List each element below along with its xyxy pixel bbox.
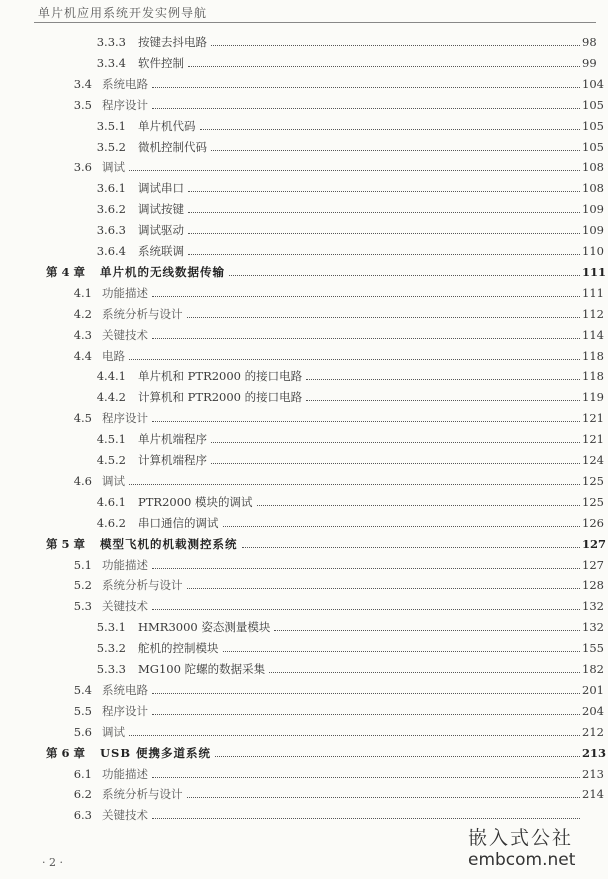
toc-entry-number: 3.3.4 (96, 55, 126, 70)
header-rule (34, 22, 596, 23)
toc-entry-title: 功能描述 (102, 766, 148, 781)
toc-page-number: 214 (582, 787, 604, 802)
toc-dot-leader (223, 651, 580, 652)
toc-entry-title: 调试 (102, 724, 125, 739)
toc-page-number: 128 (582, 578, 604, 593)
toc-entry-title: HMR3000 姿态测量模块 (138, 620, 271, 635)
toc-entry-row[interactable] (0, 137, 608, 157)
toc-entry-row[interactable] (0, 492, 608, 512)
toc-dot-leader (152, 714, 580, 715)
toc-entry-number: 4.4 (73, 348, 92, 363)
toc-entry-number: 3.6.1 (96, 181, 126, 196)
toc-page-number: 108 (582, 160, 604, 175)
toc-entry-number: 3.4 (73, 76, 92, 91)
toc-entry-number: 3.3.3 (96, 35, 126, 49)
toc-page-number: 109 (582, 223, 604, 238)
toc-entry-row[interactable] (0, 283, 608, 303)
toc-page-number: 204 (582, 703, 604, 718)
toc-dot-leader (211, 150, 580, 151)
toc-page-number: 182 (582, 662, 604, 676)
toc-entry-title: 模型飞机的机载测控系统 (100, 536, 238, 551)
toc-page-number: 118 (582, 369, 604, 384)
toc-entry-row[interactable] (0, 32, 608, 52)
toc-entry-number: 5.4 (73, 682, 92, 697)
toc-dot-leader (223, 526, 580, 527)
toc-dot-leader (188, 212, 580, 213)
toc-dot-leader (152, 338, 580, 339)
toc-entry-title: 按键去抖电路 (138, 35, 207, 49)
toc-page-number: 110 (582, 244, 604, 258)
toc-entry-number: 5.5 (73, 703, 92, 718)
toc-entry-title: 计算机端程序 (138, 453, 207, 467)
toc-dot-leader (306, 400, 580, 401)
toc-entry-row[interactable] (0, 74, 608, 94)
toc-entry-number: 4.4.2 (96, 390, 126, 405)
toc-page-number: 213 (582, 766, 604, 781)
toc-page-number: 108 (582, 181, 604, 196)
toc-entry-number: 5.3.2 (96, 641, 126, 656)
toc-entry-title: 单片机代码 (138, 118, 196, 133)
toc-entry-number: 4.6.1 (96, 494, 126, 509)
toc-entry-row[interactable] (0, 304, 608, 324)
toc-dot-leader (187, 317, 580, 318)
toc-entry-title: USB 便携多道系统 (100, 745, 212, 760)
toc-page-number: 213 (582, 745, 607, 760)
toc-dot-leader (152, 87, 580, 88)
toc-entry-number: 3.6.4 (96, 244, 126, 258)
running-header: 单片机应用系统开发实例导航 (38, 6, 208, 20)
toc-entry-row[interactable] (0, 722, 608, 742)
toc-entry-number: 4.4.1 (96, 369, 126, 384)
toc-entry-number: 4.1 (73, 285, 92, 300)
toc-entry-title: 功能描述 (102, 285, 148, 300)
toc-entry-row[interactable] (0, 471, 608, 491)
toc-entry-title: 单片机和 PTR2000 的接口电路 (138, 369, 303, 384)
toc-entry-number: 第 6 章 (46, 745, 86, 760)
toc-entry-title: 系统分析与设计 (102, 306, 183, 321)
toc-entry-number: 6.2 (73, 787, 92, 802)
toc-entry-row[interactable] (0, 366, 608, 386)
toc-entry-row[interactable] (0, 325, 608, 345)
toc-page-number: 112 (582, 306, 604, 321)
toc-dot-leader (188, 254, 580, 255)
toc-dot-leader (215, 756, 580, 757)
toc-dot-leader (211, 45, 580, 46)
toc-entry-title: 软件控制 (138, 55, 184, 70)
toc-entry-title: 微机控制代码 (138, 139, 207, 154)
toc-dot-leader (129, 170, 580, 171)
toc-entry-row[interactable] (0, 387, 608, 407)
toc-entry-row[interactable] (0, 680, 608, 700)
toc-entry-title: 调试 (102, 160, 125, 175)
toc-entry-row[interactable] (0, 408, 608, 428)
toc-page-number: 127 (582, 557, 604, 572)
toc-dot-leader (257, 505, 580, 506)
toc-entry-row[interactable] (0, 513, 608, 533)
toc-entry-row[interactable] (0, 346, 608, 366)
toc-entry-number: 4.5 (73, 411, 92, 426)
toc-entry-row[interactable] (0, 617, 608, 637)
toc-page-number: 155 (582, 641, 604, 656)
toc-entry-title: MG100 陀螺的数据采集 (138, 662, 266, 676)
toc-page-number: 104 (582, 76, 604, 91)
toc-entry-title: 单片机端程序 (138, 432, 207, 447)
toc-dot-leader (200, 129, 580, 130)
toc-entry-number: 第 5 章 (46, 536, 86, 551)
toc-entry-row[interactable] (0, 178, 608, 198)
toc-page-number: 125 (582, 494, 604, 509)
watermark-text: 嵌入式公社 (468, 827, 574, 849)
toc-entry-row[interactable] (0, 784, 608, 804)
toc-page-number: 99 (582, 55, 597, 70)
toc-page-number: 111 (582, 264, 607, 279)
toc-dot-leader (129, 735, 580, 736)
toc-entry-title: 系统分析与设计 (102, 787, 183, 802)
toc-entry-row[interactable] (0, 701, 608, 721)
toc-dot-leader (152, 108, 580, 109)
toc-entry-number: 3.6.3 (96, 223, 126, 238)
toc-page-number: 111 (582, 285, 604, 300)
toc-entry-title: 调试按键 (138, 202, 184, 217)
toc-entry-title: PTR2000 模块的调试 (138, 494, 253, 509)
toc-entry-number: 5.2 (73, 578, 92, 593)
toc-entry-title: 程序设计 (102, 411, 148, 426)
toc-chapter-row[interactable] (0, 262, 608, 282)
toc-dot-leader (274, 630, 580, 631)
toc-entry-title: 单片机的无线数据传输 (100, 264, 225, 279)
toc-entry-row[interactable] (0, 95, 608, 115)
watermark-url: embcom.net (468, 850, 576, 870)
toc-page-number: 125 (582, 473, 604, 488)
toc-page-number: 114 (582, 327, 604, 342)
toc-entry-number: 4.6.2 (96, 515, 126, 530)
toc-entry-number: 5.3.3 (96, 662, 126, 676)
toc-page-number: 105 (582, 118, 604, 133)
toc-entry-row[interactable] (0, 53, 608, 73)
toc-dot-leader (188, 233, 580, 234)
toc-entry-number: 3.5.1 (96, 118, 126, 133)
toc-entry-number: 6.1 (73, 766, 92, 781)
toc-entry-row[interactable] (0, 116, 608, 136)
toc-entry-title: 系统分析与设计 (102, 578, 183, 593)
toc-entry-title: 电路 (102, 348, 125, 363)
toc-page-number: 212 (582, 724, 604, 739)
toc-entry-number: 5.6 (73, 724, 92, 739)
toc-entry-title: 调试串口 (138, 181, 184, 196)
toc-dot-leader (211, 463, 580, 464)
toc-entry-title: 调试驱动 (138, 223, 184, 238)
toc-page-number: 119 (582, 390, 604, 405)
toc-entry-title: 功能描述 (102, 557, 148, 572)
toc-entry-title: 系统联调 (138, 244, 184, 258)
toc-entry-number: 4.5.2 (96, 453, 126, 467)
toc-dot-leader (152, 777, 580, 778)
toc-entry-title: 计算机和 PTR2000 的接口电路 (138, 390, 303, 405)
toc-entry-row[interactable] (0, 429, 608, 449)
toc-entry-number: 5.3.1 (96, 620, 126, 635)
toc-dot-leader (187, 588, 580, 589)
toc-page-number: 118 (582, 348, 604, 363)
toc-entry-title: 关键技术 (102, 327, 148, 342)
toc-page-number: 105 (582, 97, 604, 112)
toc-entry-row[interactable] (0, 659, 608, 679)
toc-entry-title: 程序设计 (102, 97, 148, 112)
toc-dot-leader (152, 568, 580, 569)
toc-entry-title: 系统电路 (102, 682, 148, 697)
toc-entry-row[interactable] (0, 199, 608, 219)
toc-entry-title: 程序设计 (102, 703, 148, 718)
toc-entry-number: 3.6.2 (96, 202, 126, 217)
toc-page-number: 109 (582, 202, 604, 217)
toc-dot-leader (306, 379, 580, 380)
toc-entry-number: 3.6 (73, 160, 92, 175)
toc-page-number: 201 (582, 682, 604, 697)
page-number: · 2 · (42, 856, 63, 869)
toc-entry-number: 5.1 (73, 557, 92, 572)
toc-dot-leader (229, 275, 580, 276)
toc-entry-number: 4.5.1 (96, 432, 126, 447)
toc-entry-title: 舵机的控制模块 (138, 641, 219, 656)
toc-entry-number: 3.5.2 (96, 139, 126, 154)
toc-chapter-row[interactable] (0, 743, 608, 763)
toc-entry-title: 调试 (102, 473, 125, 488)
toc-entry-title: 关键技术 (102, 808, 148, 823)
toc-page-number: 132 (582, 620, 604, 635)
toc-entry-number: 4.3 (73, 327, 92, 342)
toc-dot-leader (152, 818, 580, 819)
toc-dot-leader (188, 66, 580, 67)
toc-dot-leader (152, 609, 580, 610)
toc-entry-number: 4.2 (73, 306, 92, 321)
toc-dot-leader (269, 672, 580, 673)
toc-entry-row[interactable] (0, 220, 608, 240)
toc-entry-row[interactable] (0, 241, 608, 261)
toc-dot-leader (152, 296, 580, 297)
toc-entry-row[interactable] (0, 638, 608, 658)
toc-entry-row[interactable] (0, 157, 608, 177)
toc-entry-number: 4.6 (73, 473, 92, 488)
toc-entry-number: 6.3 (73, 808, 92, 823)
toc-entry-row[interactable] (0, 450, 608, 470)
toc-entry-row[interactable] (0, 555, 608, 575)
toc-entry-row[interactable] (0, 596, 608, 616)
toc-entry-row[interactable] (0, 575, 608, 595)
toc-entry-row[interactable] (0, 764, 608, 784)
toc-dot-leader (242, 547, 580, 548)
toc-dot-leader (152, 421, 580, 422)
toc-page-number: 126 (582, 515, 604, 530)
toc-page-number: 121 (582, 411, 604, 426)
toc-entry-number: 5.3 (73, 599, 92, 614)
toc-page-number: 124 (582, 453, 604, 467)
toc-chapter-row[interactable] (0, 534, 608, 554)
toc-dot-leader (188, 191, 580, 192)
toc-entry-number: 3.5 (73, 97, 92, 112)
toc-dot-leader (129, 484, 580, 485)
toc-page-number: 121 (582, 432, 604, 447)
toc-dot-leader (187, 797, 580, 798)
toc-page-number: 105 (582, 139, 604, 154)
toc-page-number: 98 (582, 35, 597, 49)
toc-page-number: 132 (582, 599, 604, 614)
toc-dot-leader (129, 359, 580, 360)
toc-entry-title: 关键技术 (102, 599, 148, 614)
toc-entry-title: 系统电路 (102, 76, 148, 91)
toc-entry-number: 第 4 章 (46, 264, 86, 279)
toc-dot-leader (152, 693, 580, 694)
toc-dot-leader (211, 442, 580, 443)
toc-page-number: 127 (582, 536, 607, 551)
toc-entry-title: 串口通信的调试 (138, 515, 219, 530)
